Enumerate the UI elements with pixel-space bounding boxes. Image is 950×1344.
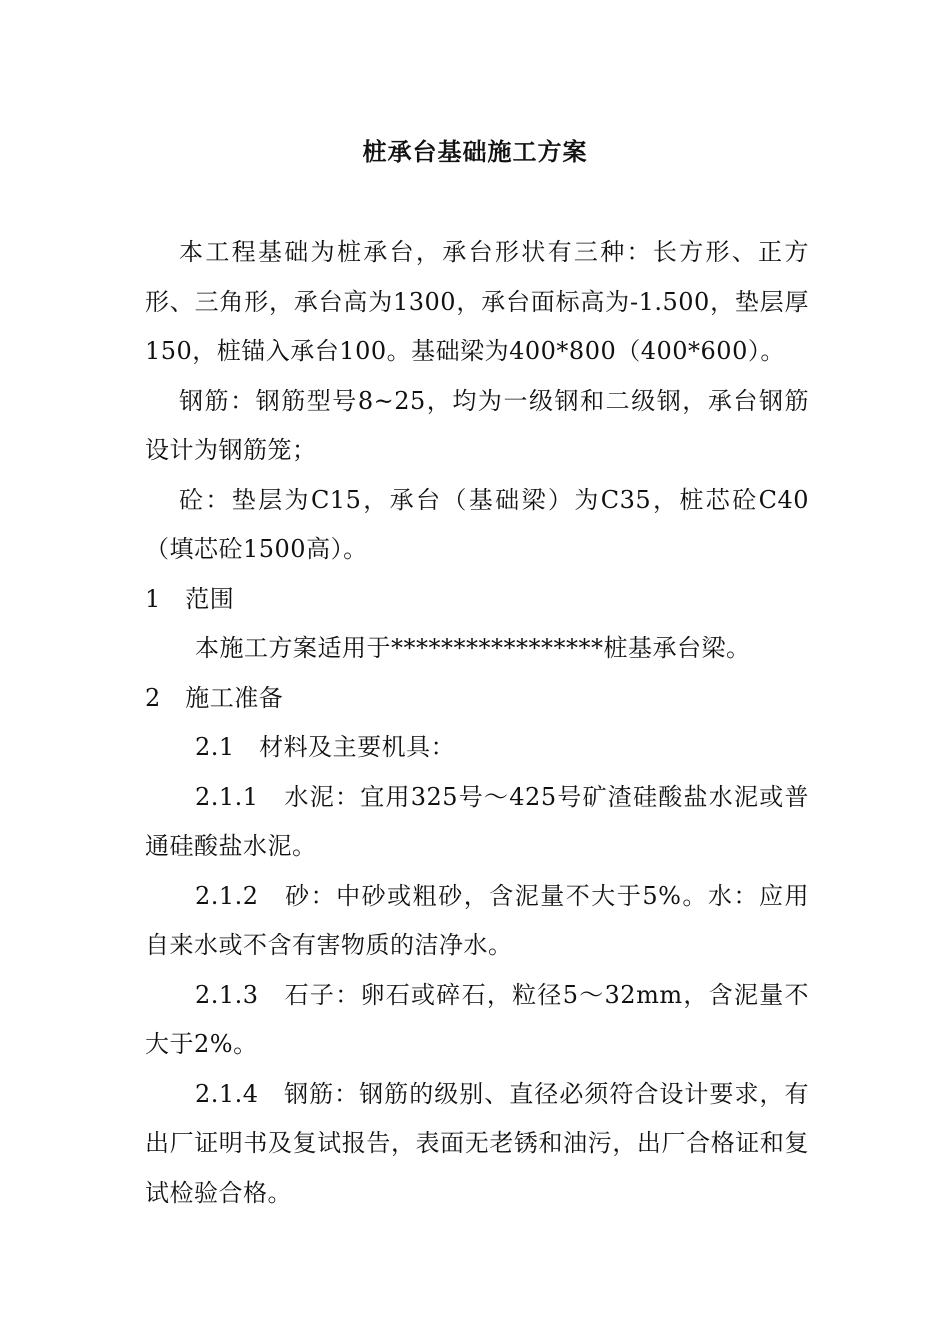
section-1-heading: 1 范围: [145, 584, 235, 613]
document-title: 桩承台基础施工方案: [362, 138, 588, 166]
document-body: [145, 228, 809, 1218]
section-1-text: 本施工方案适用于*****************桩基承台梁。: [195, 634, 751, 662]
item-2-1-2: 2.1.2 砂：中砂或粗砂，含泥量不大于5%。水：应用自来水或不含有害物质的洁净水。: [145, 881, 809, 959]
item-2-1-4: 2.1.4 钢筋：钢筋的级别、直径必须符合设计要求，有出厂证明书及复试报告，表面无老锈和油污，出厂合格证和复试检验合格。: [145, 1079, 809, 1207]
item-2-1-3: 2.1.3 石子：卵石或碎石，粒径5～32mm，含泥量不大于2%。: [145, 980, 809, 1058]
section-2-heading: 2 施工准备: [145, 683, 284, 712]
section-2-1-heading: 2.1 材料及主要机具：: [195, 733, 456, 761]
paragraph-concrete: 砼：垫层为C15，承台（基础梁）为C35，桩芯砼C40（填芯砼1500高）。: [145, 485, 809, 563]
item-2-1-1: 2.1.1 水泥：宜用325号～425号矿渣硅酸盐水泥或普通硅酸盐水泥。: [145, 782, 809, 860]
paragraph-intro: 本工程基础为桩承台，承台形状有三种：长方形、正方形、三角形，承台高为1300，承台面标高为-1.500，垫层厚150，桩锚入承台100。基础梁为400*800（400*600）。: [145, 238, 809, 365]
paragraph-rebar: 钢筋：钢筋型号8~25，均为一级钢和二级钢，承台钢筋设计为钢筋笼；: [145, 386, 809, 464]
